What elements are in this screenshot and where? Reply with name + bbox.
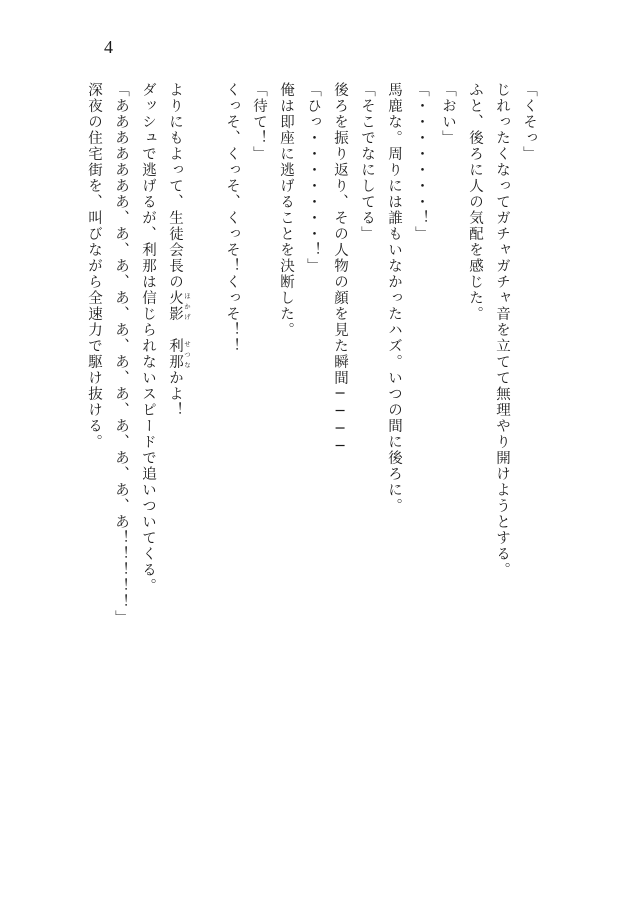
text-line: 「待て！」 xyxy=(251,82,267,162)
text-fragment: よりにもよって、生徒会長の xyxy=(167,82,183,290)
paragraph-break xyxy=(191,82,218,92)
ruby-reading: ほかげ xyxy=(183,290,191,322)
text-line: 「おい」 xyxy=(440,82,456,146)
ruby-hokage xyxy=(167,290,191,322)
text-fragment: かよ！ xyxy=(167,370,183,418)
text-line: 「そこでなにしてる」 xyxy=(359,82,375,242)
text-line: 「くそっ」 xyxy=(521,82,537,162)
ruby-reading: せつな xyxy=(183,338,191,370)
text-line: ふと、後ろに人の気配を感じた。 xyxy=(467,82,483,322)
text-line: 馬鹿な。周りには誰もいなかったハズ。いつの間に後ろに。 xyxy=(386,82,402,514)
text-line: 深夜の住宅街を、叫びながら全速力で駆け抜ける。 xyxy=(86,82,102,450)
ruby-setsuna xyxy=(167,338,191,370)
text-line: 俺は即座に逃げることを決断した。 xyxy=(278,82,294,338)
text-line: 「ひっ・・・・・・・！」 xyxy=(305,82,321,274)
text-line: ダッシュで逃げるが、利那は信じられないスピードで追いついてくる。 xyxy=(140,82,156,594)
vertical-text-block xyxy=(80,82,542,682)
text-line-with-ruby xyxy=(161,82,191,682)
text-line: 後ろを振り返り、その人物の顔を見た瞬間──── xyxy=(332,82,348,456)
text-line: くっそ、くっそ、くっそ！くっそ！！ xyxy=(224,82,240,354)
ruby-base: 利那 xyxy=(167,338,183,370)
ruby-base: 火影 xyxy=(167,290,183,322)
text-line: じれったくなってガチャガチャ音を立てて無理やり開けようとする。 xyxy=(494,82,510,578)
text-line: 「あああああああ、あ、あ、あ、あ、あ、あ、あ、あ、あ、あ！！！！！」 xyxy=(113,82,129,626)
text-line: 「・・・・・・・！」 xyxy=(413,82,429,242)
page-number: 4 xyxy=(104,37,113,57)
